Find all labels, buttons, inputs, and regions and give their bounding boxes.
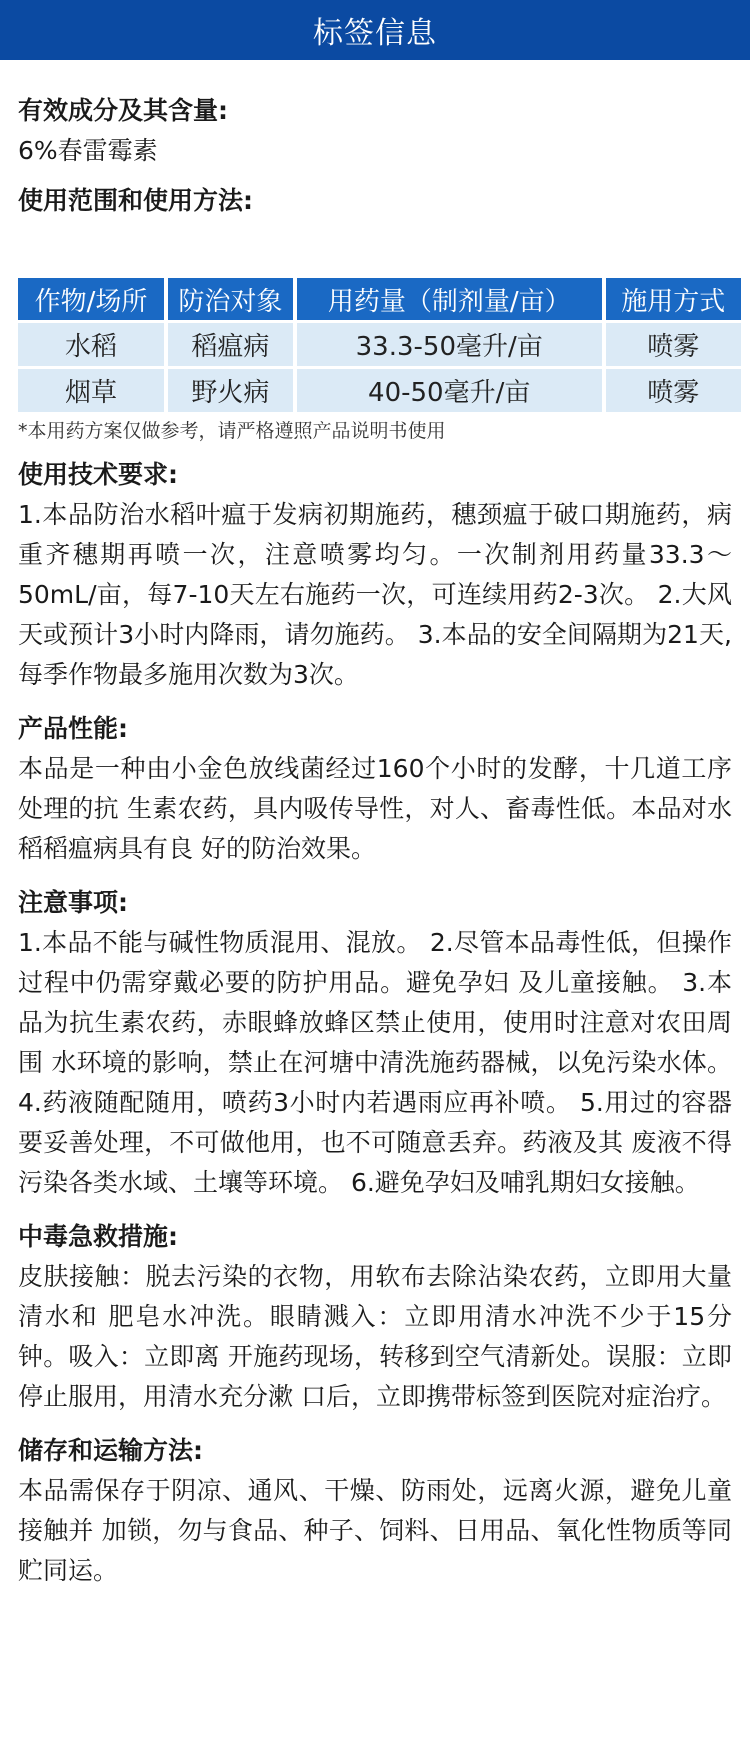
table-cell: 水稻 [18,323,164,366]
page-header [0,0,750,60]
performance-heading: 产品性能: [18,714,128,743]
table-header-row [18,278,741,320]
first-aid-text: 皮肤接触：脱去污染的衣物，用软布去除沾染农药，立即用大量清水和 肥皂水冲洗。眼睛溅入：立即用清水冲洗不少于15分钟。吸入：立即离 开施药现场，转移到空气清新处。误服：立即停止服用，用清水充分漱 口后，立即携带标签到医院对症治疗。 [18,1262,732,1411]
table-row [18,323,741,366]
precautions-text: 1.本品不能与碱性物质混用、混放。 2.尽管本品毒性低，但操作过程中仍需穿戴必要的防护用品。避免孕妇 及儿童接触。 3.本品为抗生素农药，赤眼蜂放蜂区禁止使用，使用时注意对农田周围 水环境的影响，禁止在河塘中清洗施药器械，以免污染水体。 4.药液随配随用，喷药3小时内若遇雨应再补喷。 5.用过的容器要妥善处理，不可做他用，也不可随意丢弃。药液及其 废液不得污染各类水域、土壤等环境。 6.避免孕妇及哺乳期妇女接触。 [18,928,732,1197]
performance-text: 本品是一种由小金色放线菌经过160个小时的发酵，十几道工序处理的抗 生素农药，具内吸传导性，对人、畜毒性低。本品对水稻稻瘟病具有良 好的防治效果。 [18,754,732,863]
first-aid-heading: 中毒急救措施: [18,1222,178,1251]
table-cell: 野火病 [168,369,293,412]
table-note: *本用药方案仅做参考，请严格遵照产品说明书使用 [18,420,446,442]
table-cell: 40-50毫升/亩 [297,369,602,412]
table-cell: 稻瘟病 [168,323,293,366]
table-row [18,369,741,412]
ingredient-text: 6%春雷霉素 [18,136,158,165]
tech-requirements-text: 1.本品防治水稻叶瘟于发病初期施药，穗颈瘟于破口期施药，病重齐穗期再喷一次，注意喷雾均匀。一次制剂用药量33.3～50mL/亩，每7-10天左右施药一次，可连续用药2-3次。 2.大风天或预计3小时内降雨，请勿施药。 3.本品的安全间隔期为21天,每季作物最多施用次数为3次。 [18,500,732,689]
table-cell: 烟草 [18,369,164,412]
col-header-crop: 作物/场所 [18,278,164,320]
precautions-heading: 注意事项: [18,888,128,917]
storage-text: 本品需保存于阴凉、通风、干燥、防雨处，远离火源，避免儿童接触并 加锁，勿与食品、种子、饲料、日用品、氧化性物质等同贮同运。 [18,1476,732,1585]
col-header-method: 施用方式 [606,278,741,320]
col-header-target: 防治对象 [168,278,293,320]
label-content [0,60,750,1591]
ingredient-heading: 有效成分及其含量: [18,96,228,125]
usage-scope-heading: 使用范围和使用方法: [18,186,253,215]
tech-requirements-heading: 使用技术要求: [18,460,178,489]
table-cell: 喷雾 [606,323,741,366]
usage-table [14,275,745,415]
page-title: 标签信息 [313,16,437,51]
col-header-dosage: 用药量（制剂量/亩） [297,278,602,320]
table-cell: 喷雾 [606,369,741,412]
storage-heading: 储存和运输方法: [18,1436,203,1465]
table-cell: 33.3-50毫升/亩 [297,323,602,366]
